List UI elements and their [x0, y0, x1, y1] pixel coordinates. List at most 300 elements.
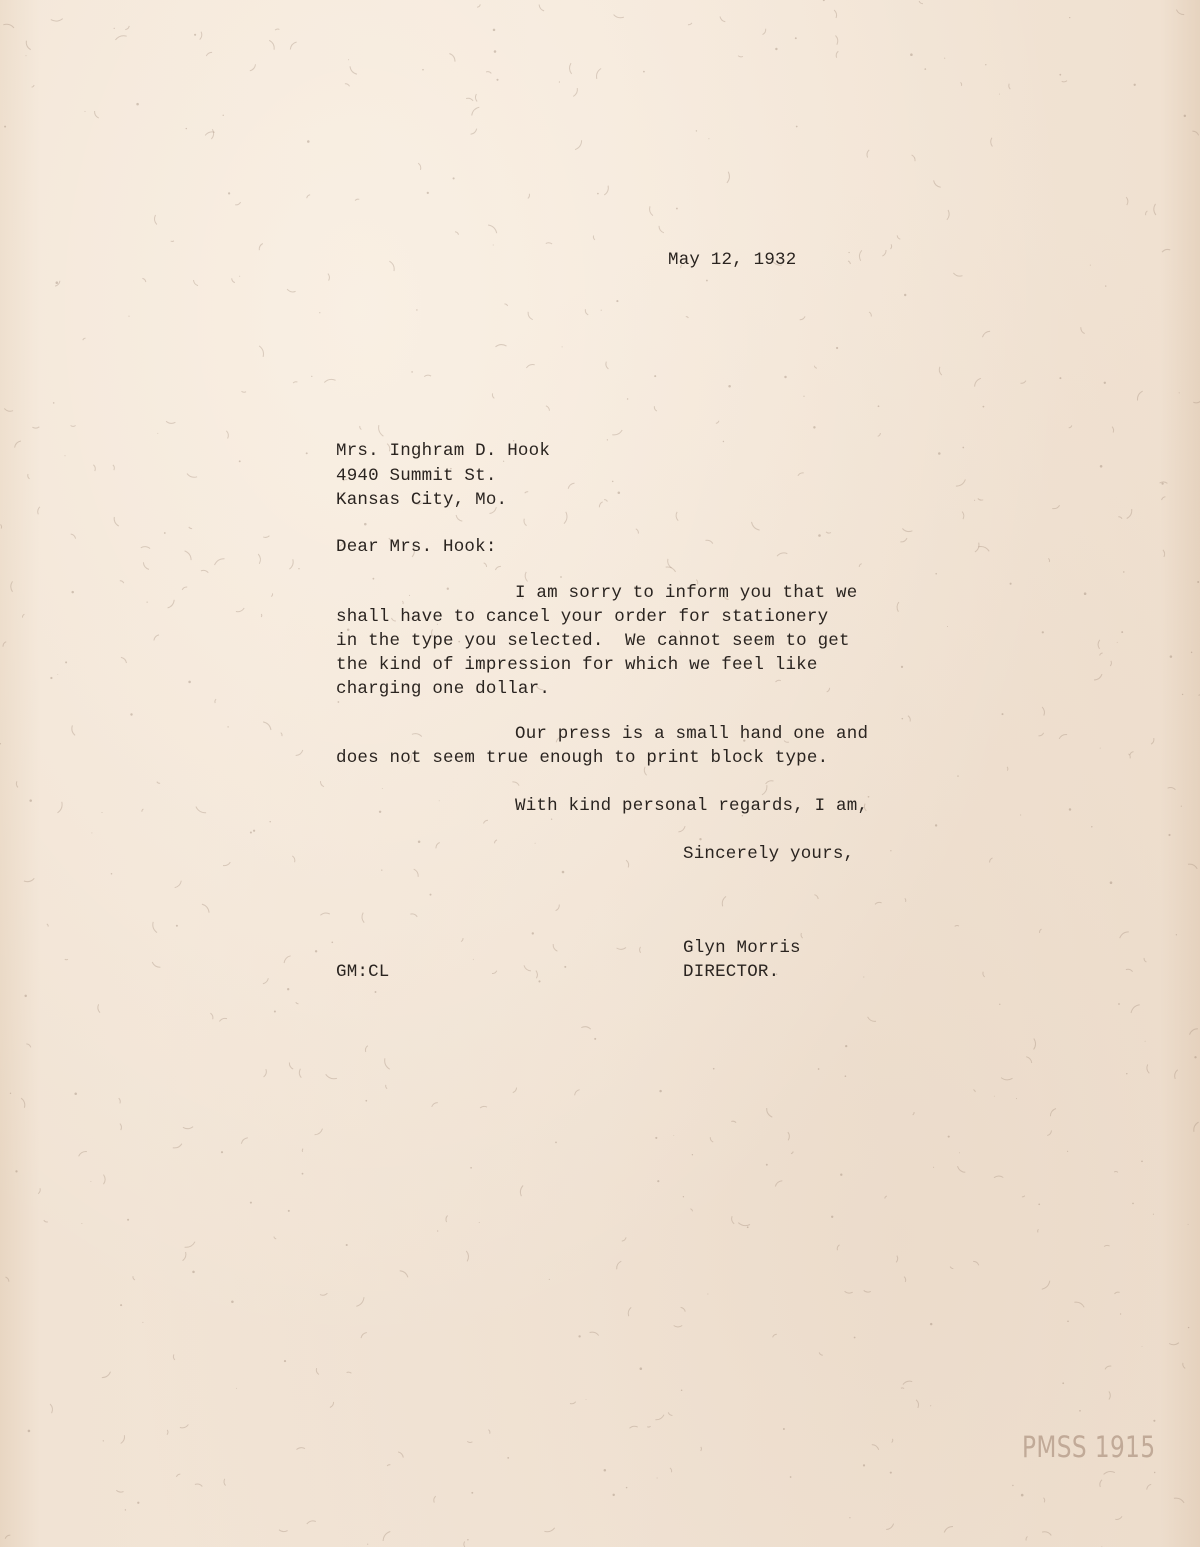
- paper-speck: [382, 788, 383, 789]
- paper-speck: [1153, 1420, 1155, 1422]
- paper-fiber: [1112, 427, 1114, 433]
- paper-speck: [409, 595, 410, 596]
- paper-speck: [1126, 1073, 1127, 1074]
- paper-fiber: [292, 856, 295, 862]
- paper-speck: [437, 1230, 438, 1231]
- paper-speck: [1069, 808, 1071, 810]
- paper-speck: [1181, 806, 1182, 807]
- paper-speck: [56, 281, 59, 284]
- paper-fiber: [1110, 661, 1111, 666]
- paper-speck: [910, 53, 913, 56]
- paper-speck: [708, 138, 709, 139]
- paper-fiber: [1047, 1130, 1051, 1135]
- paper-speck: [640, 1367, 643, 1370]
- paper-speck: [696, 130, 697, 131]
- paper-fiber: [628, 1307, 631, 1316]
- paper-speck: [1161, 482, 1163, 484]
- paper-fiber: [819, 1352, 823, 1355]
- paper-fiber: [1026, 1057, 1032, 1063]
- paper-fiber: [1175, 1070, 1178, 1079]
- paper-fiber: [788, 1132, 790, 1140]
- paper-speck: [1145, 1041, 1146, 1042]
- paper-speck: [626, 1487, 627, 1488]
- paper-fiber: [201, 570, 208, 572]
- paper-speck: [983, 406, 985, 408]
- paper-fiber: [50, 1404, 52, 1413]
- paper-speck: [416, 309, 417, 310]
- paper-fiber: [701, 1447, 702, 1451]
- paper-fiber: [3, 24, 14, 28]
- paper-fiber: [727, 172, 730, 183]
- paper-fiber: [115, 36, 126, 40]
- paper-speck: [713, 1068, 715, 1070]
- paper-fiber: [185, 551, 192, 560]
- paper-fiber: [944, 1527, 953, 1533]
- paper-fiber: [143, 562, 149, 569]
- paper-fiber: [387, 1465, 390, 1466]
- paper-speck: [447, 588, 449, 590]
- paper-speck: [507, 1457, 509, 1459]
- paper-speck: [933, 1167, 934, 1168]
- paper-speck: [616, 300, 618, 302]
- paper-fiber: [211, 129, 213, 139]
- paper-fiber: [752, 522, 760, 530]
- paper-fiber: [24, 878, 34, 881]
- paper-fiber: [546, 406, 550, 411]
- paper-fiber: [259, 244, 263, 251]
- paper-fiber: [296, 1002, 299, 1004]
- paper-speck: [1090, 265, 1091, 266]
- paper-fiber: [1151, 738, 1154, 744]
- paper-speck: [136, 103, 139, 106]
- paper-fiber: [168, 600, 175, 608]
- paper-fiber: [666, 567, 676, 572]
- paper-speck: [228, 192, 230, 194]
- paper-fiber: [176, 1474, 180, 1477]
- paper-speck: [848, 252, 849, 253]
- paper-fiber: [121, 1435, 125, 1443]
- paper-fiber: [488, 225, 497, 233]
- paper-fiber: [183, 1127, 193, 1129]
- paper-fiber: [424, 375, 431, 376]
- paper-fiber: [1044, 1498, 1045, 1503]
- paper-speck: [493, 29, 496, 32]
- paper-fiber: [1042, 1281, 1050, 1290]
- paper-speck: [930, 1323, 932, 1325]
- paragraph-2-line: does not seem true enough to print block type.: [336, 748, 829, 768]
- paper-speck: [346, 1244, 348, 1246]
- paper-fiber: [1188, 864, 1197, 869]
- paper-fiber: [1081, 327, 1085, 333]
- paper-fiber: [690, 1209, 692, 1212]
- paper-speck: [1170, 655, 1173, 658]
- paper-fiber: [153, 922, 157, 933]
- paper-fiber: [175, 881, 182, 888]
- paper-speck: [10, 1093, 11, 1094]
- paper-fiber: [6, 1277, 9, 1282]
- paper-fiber: [263, 978, 268, 984]
- paper-speck: [813, 426, 815, 428]
- paper-fiber: [885, 1196, 887, 1199]
- paper-fiber: [281, 733, 282, 737]
- paper-fiber: [154, 635, 159, 641]
- paper-fiber: [668, 1412, 672, 1415]
- paper-speck: [854, 1337, 856, 1339]
- paper-fiber: [575, 140, 582, 149]
- paper-fiber: [386, 1085, 387, 1089]
- paper-speck: [1121, 631, 1123, 633]
- paper-fiber: [676, 512, 678, 521]
- paper-fiber: [320, 781, 324, 787]
- paper-fiber: [461, 938, 463, 942]
- paper-fiber: [477, 4, 480, 7]
- paper-fiber: [902, 529, 912, 532]
- paper-fiber: [766, 781, 774, 784]
- paper-speck: [845, 1075, 847, 1077]
- paper-speck: [365, 1100, 367, 1102]
- paper-fiber: [913, 1112, 914, 1115]
- paper-fiber: [274, 1237, 276, 1239]
- paper-speck: [306, 452, 308, 454]
- paper-speck: [24, 995, 26, 997]
- paper-fiber: [44, 1220, 48, 1222]
- paper-speck: [1079, 1410, 1081, 1412]
- paper-fiber: [982, 331, 990, 337]
- paper-speck: [127, 1219, 129, 1221]
- paper-fiber: [536, 971, 538, 979]
- paper-speck: [878, 405, 880, 407]
- paper-speck: [559, 81, 560, 82]
- paper-speck: [597, 193, 599, 195]
- paper-speck: [1012, 1485, 1013, 1486]
- paper-speck: [818, 1068, 820, 1070]
- paper-fiber: [365, 1046, 367, 1052]
- paper-fiber: [287, 289, 296, 292]
- signer-title: DIRECTOR.: [683, 962, 780, 982]
- paper-speck: [493, 245, 494, 246]
- paper-speck: [239, 460, 241, 462]
- paper-speck: [1168, 834, 1170, 836]
- paper-fiber: [464, 1542, 465, 1547]
- paper-fiber: [654, 406, 657, 411]
- paper-fiber: [505, 304, 508, 306]
- paper-fiber: [51, 19, 63, 22]
- paper-speck: [1141, 1160, 1143, 1162]
- paper-fiber: [950, 1267, 953, 1269]
- paper-speck: [1184, 115, 1186, 117]
- paper-fiber: [1183, 1363, 1185, 1369]
- paper-speck: [130, 713, 132, 715]
- paper-speck: [959, 1152, 960, 1153]
- paper-speck: [157, 433, 158, 434]
- paper-speck: [1188, 1224, 1189, 1225]
- paper-fiber: [83, 338, 86, 340]
- paper-speck: [1188, 1327, 1189, 1328]
- paper-fiber: [194, 280, 199, 286]
- paper-speck: [699, 838, 701, 840]
- paper-fiber: [1007, 767, 1008, 771]
- paper-fiber: [864, 1290, 871, 1292]
- paper-fiber: [939, 367, 942, 375]
- paper-fiber: [400, 1271, 408, 1278]
- paper-fiber: [892, 1439, 893, 1443]
- paper-fiber: [919, 1, 923, 4]
- paper-fiber: [1105, 1366, 1111, 1369]
- paper-speck: [164, 532, 166, 534]
- paper-speck: [103, 1440, 104, 1441]
- paper-fiber: [166, 421, 175, 423]
- paper-fiber: [1137, 391, 1142, 400]
- paper-fiber: [1126, 969, 1133, 971]
- paper-speck: [549, 1279, 550, 1280]
- paper-fiber: [975, 543, 979, 552]
- paper-speck: [578, 1335, 580, 1337]
- paper-fiber: [16, 781, 18, 787]
- paper-fiber: [224, 1479, 226, 1486]
- paper-fiber: [1147, 1064, 1149, 1073]
- paper-fiber: [905, 898, 906, 901]
- paper-fiber: [480, 1106, 487, 1108]
- paper-speck: [348, 59, 349, 60]
- paper-fiber: [1126, 197, 1128, 205]
- paper-fiber: [738, 56, 743, 57]
- paper-fiber: [1042, 1532, 1051, 1536]
- paper-fiber: [215, 559, 225, 565]
- paper-fiber: [710, 1137, 713, 1142]
- paper-speck: [494, 50, 497, 53]
- paper-fiber: [983, 972, 985, 977]
- paper-fiber: [1048, 558, 1049, 562]
- paper-speck: [186, 128, 187, 129]
- paper-fiber: [814, 895, 818, 899]
- paper-fiber: [573, 88, 577, 96]
- paper-fiber: [302, 1149, 303, 1152]
- paper-speck: [673, 1135, 674, 1136]
- paper-fiber: [1174, 1498, 1184, 1503]
- paper-fiber: [869, 312, 871, 317]
- paper-fiber: [901, 1388, 904, 1389]
- paper-speck: [1110, 881, 1113, 884]
- paper-fiber: [389, 261, 394, 271]
- paper-fiber: [763, 29, 766, 35]
- paper-speck: [947, 626, 948, 627]
- paper-fiber: [612, 430, 622, 435]
- paper-speck: [643, 71, 645, 73]
- paper-fiber: [297, 1448, 306, 1450]
- paper-fiber: [1100, 1480, 1102, 1487]
- paper-fiber: [15, 441, 21, 448]
- paper-speck: [71, 591, 73, 593]
- paper-fiber: [670, 1468, 672, 1472]
- salutation: Dear Mrs. Hook:: [336, 537, 497, 557]
- paper-speck: [849, 1517, 850, 1518]
- paper-speck: [1197, 581, 1199, 583]
- paper-speck: [373, 578, 375, 580]
- paper-speck: [1194, 1056, 1196, 1058]
- paper-speck: [418, 840, 421, 843]
- paper-fiber: [466, 1251, 468, 1262]
- paper-fiber: [617, 948, 626, 950]
- paper-fiber: [1001, 1078, 1012, 1080]
- paper-fiber: [360, 426, 362, 430]
- paper-fiber: [185, 1242, 195, 1248]
- paper-fiber: [1026, 1537, 1027, 1541]
- paper-speck: [188, 681, 191, 684]
- paper-fiber: [674, 1326, 683, 1327]
- paper-fiber: [1169, 1343, 1179, 1345]
- paper-fiber: [640, 947, 641, 953]
- paper-fiber: [962, 512, 964, 520]
- paper-fiber: [471, 129, 477, 135]
- paper-fiber: [836, 51, 838, 57]
- paper-speck: [863, 976, 864, 977]
- paper-speck: [612, 481, 614, 483]
- paper-speck: [467, 1539, 469, 1541]
- paper-fiber: [585, 309, 588, 315]
- paper-fiber: [801, 933, 803, 938]
- paper-fiber: [324, 379, 335, 382]
- paper-speck: [1153, 1214, 1154, 1215]
- paper-fiber: [776, 680, 781, 682]
- paper-speck: [657, 1477, 658, 1478]
- paper-speck: [728, 385, 731, 388]
- paper-fiber: [258, 554, 260, 564]
- paper-fiber: [121, 657, 127, 663]
- paper-speck: [948, 1136, 950, 1138]
- paper-speck: [551, 819, 552, 820]
- paper-fiber: [1038, 1229, 1039, 1232]
- paper-fiber: [347, 1372, 352, 1373]
- paper-fiber: [1074, 1302, 1084, 1307]
- paper-speck: [783, 1428, 785, 1430]
- paper-speck: [231, 1301, 234, 1304]
- paper-fiber: [570, 1402, 576, 1404]
- paper-fiber: [650, 206, 653, 215]
- paper-fiber: [330, 1402, 334, 1408]
- paper-speck: [654, 375, 656, 377]
- paper-fiber: [4, 408, 13, 411]
- paper-fiber: [436, 843, 440, 849]
- paper-fiber: [379, 425, 384, 436]
- paper-fiber: [878, 433, 881, 436]
- paper-fiber: [290, 42, 296, 50]
- paper-speck: [1021, 1494, 1024, 1497]
- recipient-city: Kansas City, Mo.: [336, 490, 508, 510]
- paper-speck: [90, 1181, 91, 1182]
- paper-speck: [707, 1294, 708, 1295]
- paper-fiber: [173, 1354, 175, 1360]
- paper-speck: [586, 1399, 587, 1400]
- paper-speck: [657, 1180, 659, 1182]
- paper-speck: [253, 830, 255, 832]
- paper-fiber: [775, 1181, 782, 1187]
- paper-fiber: [456, 515, 462, 521]
- paper-fiber: [827, 688, 830, 692]
- paper-speck: [795, 37, 797, 39]
- paper-fiber: [32, 85, 34, 87]
- paper-speck: [1176, 934, 1177, 935]
- paper-fiber: [525, 492, 529, 494]
- paper-fiber: [152, 962, 160, 967]
- paper-fiber: [1154, 204, 1156, 215]
- recipient-street: 4940 Summit St.: [336, 466, 497, 486]
- paper-speck: [102, 812, 103, 813]
- paper-fiber: [904, 1277, 906, 1282]
- paper-speck: [555, 1142, 557, 1144]
- paper-fiber: [525, 572, 527, 582]
- paper-speck: [803, 396, 804, 397]
- paper-fiber: [187, 474, 197, 478]
- paper-fiber: [345, 84, 350, 87]
- paper-fiber: [125, 26, 129, 30]
- paper-speck: [985, 64, 986, 65]
- paper-speck: [564, 966, 566, 968]
- paper-fiber: [569, 63, 571, 74]
- paper-fiber: [223, 862, 230, 865]
- paper-fiber: [956, 479, 966, 486]
- paper-speck: [890, 850, 891, 851]
- paper-speck: [53, 402, 55, 404]
- paper-fiber: [79, 1152, 87, 1157]
- paper-fiber: [432, 1103, 438, 1107]
- paper-speck: [840, 1174, 842, 1176]
- paper-fiber: [486, 72, 491, 74]
- paper-fiber: [539, 5, 544, 11]
- paper-speck: [1120, 1313, 1121, 1314]
- paper-fiber: [1059, 735, 1067, 739]
- paper-fiber: [22, 614, 24, 617]
- paper-fiber: [410, 914, 417, 917]
- paper-speck: [331, 941, 333, 943]
- paper-fiber: [466, 98, 473, 101]
- paper-fiber: [496, 345, 507, 347]
- paper-speck: [747, 1226, 749, 1228]
- paper-fiber: [495, 840, 498, 843]
- paper-speck: [364, 523, 367, 526]
- paper-speck: [659, 1090, 661, 1092]
- paper-fiber: [3, 642, 6, 647]
- paper-fiber: [263, 722, 271, 730]
- paper-speck: [147, 602, 148, 603]
- paper-fiber: [1021, 381, 1026, 384]
- paper-fiber: [1144, 958, 1146, 962]
- paper-speck: [65, 455, 66, 456]
- paper-speck: [1067, 1321, 1069, 1323]
- paper-fiber: [289, 1063, 293, 1070]
- paper-fiber: [1162, 497, 1166, 500]
- paper-speck: [601, 310, 602, 311]
- paper-fiber: [630, 1426, 638, 1428]
- paper-fiber: [636, 529, 639, 534]
- paper-fiber: [307, 1521, 316, 1524]
- paper-speck: [790, 1476, 792, 1478]
- paper-speck: [902, 718, 904, 720]
- paper-speck: [692, 1154, 693, 1155]
- paper-fiber: [1115, 1516, 1122, 1519]
- paper-speck: [0, 743, 1, 744]
- paper-speck: [1016, 1098, 1017, 1099]
- paper-fiber: [326, 1074, 337, 1078]
- paper-fiber: [1104, 1471, 1115, 1474]
- paper-fiber: [859, 250, 861, 260]
- paper-fiber: [896, 1256, 898, 1263]
- paper-fiber: [104, 1175, 106, 1185]
- paper-speck: [1059, 377, 1061, 379]
- paper-fiber: [867, 150, 869, 158]
- paper-fiber: [706, 540, 713, 543]
- paper-speck: [1154, 1472, 1155, 1473]
- paper-fiber: [912, 155, 915, 161]
